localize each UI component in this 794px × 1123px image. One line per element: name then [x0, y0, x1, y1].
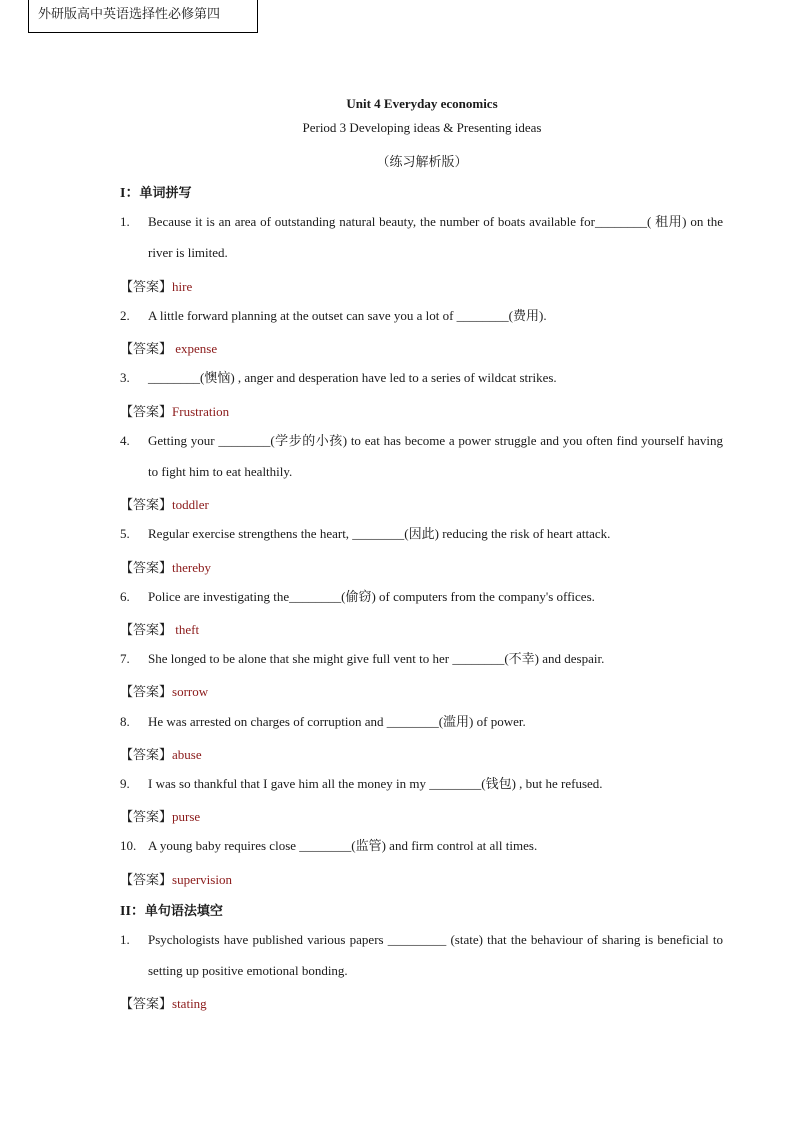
- question-number: 8.: [120, 714, 130, 729]
- question-number: 6.: [120, 589, 130, 604]
- answer-value: hire: [172, 279, 193, 294]
- question-number: 5.: [120, 526, 130, 541]
- question-text: Getting your ________(学步的小孩) to eat has become a power struggle and you often find yourself having to fight him to eat healthily.: [148, 433, 723, 479]
- question-number: 10.: [120, 838, 137, 853]
- answer-tag: 【答案】: [120, 405, 173, 420]
- answer-line: [120, 619, 199, 638]
- question-item: [120, 518, 723, 549]
- question-number: 3.: [120, 370, 130, 385]
- answer-value: abuse: [172, 747, 202, 762]
- question-item: [120, 425, 723, 487]
- question-text: She longed to be alone that she might give full vent to her ________(不幸) and despair.: [148, 651, 605, 666]
- answer-value: thereby: [172, 560, 211, 575]
- answer-line: [120, 401, 229, 420]
- question-item: [120, 768, 723, 799]
- answer-tag: 【答案】: [120, 873, 173, 888]
- subtitle: （练习解析版）: [376, 155, 468, 170]
- answer-value: Frustration: [172, 404, 230, 419]
- answer-line: [120, 557, 211, 576]
- answer-tag: 【答案】: [120, 810, 173, 825]
- question-number: 4.: [120, 433, 130, 448]
- answer-value: supervision: [172, 872, 232, 887]
- question-item: [120, 706, 723, 737]
- question-text: A little forward planning at the outset can save you a lot of ________(费用).: [148, 308, 547, 323]
- answer-tag: 【答案】: [120, 997, 173, 1012]
- question-item: [120, 924, 723, 986]
- question-text: Because it is an area of outstanding natural beauty, the number of boats available for________( 租用) on the river is limited.: [148, 214, 723, 260]
- question-number: 2.: [120, 308, 130, 323]
- answer-line: [120, 338, 217, 357]
- answer-tag: 【答案】: [120, 342, 173, 357]
- question-item: [120, 830, 723, 861]
- answer-tag: 【答案】: [120, 561, 173, 576]
- answer-tag: 【答案】: [120, 280, 173, 295]
- answer-value: purse: [172, 809, 201, 824]
- question-item: [120, 300, 723, 331]
- unit-title: Unit 4 Everyday economics: [346, 96, 498, 111]
- section-prefix: II：: [120, 904, 145, 919]
- section-title: 单句语法填空: [144, 904, 223, 919]
- answer-tag: 【答案】: [120, 623, 173, 638]
- question-text: I was so thankful that I gave him all the money in my ________(钱包) , but he refused.: [148, 776, 603, 791]
- answer-value: theft: [172, 622, 200, 637]
- answer-value: sorrow: [172, 684, 209, 699]
- answer-line: [120, 806, 200, 825]
- question-text: He was arrested on charges of corruption and ________(滥用) of power.: [148, 714, 526, 729]
- question-item: [120, 206, 723, 268]
- question-number: 7.: [120, 651, 130, 666]
- answer-line: [120, 869, 232, 888]
- question-number: 9.: [120, 776, 130, 791]
- answer-value: stating: [172, 996, 207, 1011]
- document-header-label: 外研版高中英语选择性必修第四: [28, 0, 258, 33]
- section-heading-1: [120, 182, 191, 202]
- question-number: 1.: [120, 932, 130, 947]
- answer-line: [120, 681, 208, 700]
- answer-line: [120, 744, 202, 763]
- question-text: ________(懊恼) , anger and desperation have led to a series of wildcat strikes.: [148, 370, 557, 385]
- question-number: 1.: [120, 214, 130, 229]
- period-title: Period 3 Developing ideas & Presenting ideas: [302, 120, 542, 135]
- answer-tag: 【答案】: [120, 748, 173, 763]
- question-item: [120, 643, 723, 674]
- question-text: A young baby requires close ________(监管) and firm control at all times.: [148, 838, 538, 853]
- section-prefix: I：: [120, 186, 140, 201]
- question-item: [120, 362, 723, 393]
- section-heading-2: [120, 900, 223, 920]
- section-title: 单词拼写: [139, 186, 192, 201]
- answer-line: [120, 993, 207, 1012]
- answer-value: expense: [172, 341, 218, 356]
- question-text: Regular exercise strengthens the heart, ________(因此) reducing the risk of heart attack.: [148, 526, 611, 541]
- answer-value: toddler: [172, 497, 209, 512]
- answer-line: [120, 494, 209, 513]
- answer-tag: 【答案】: [120, 685, 173, 700]
- answer-line: [120, 276, 192, 295]
- question-text: Police are investigating the________(偷窃) of computers from the company's offices.: [148, 589, 595, 604]
- question-item: [120, 581, 723, 612]
- question-text: Psychologists have published various papers _________ (state) that the behaviour of sharing is beneficial to setting up positive emotional bonding.: [148, 932, 723, 978]
- answer-tag: 【答案】: [120, 498, 173, 513]
